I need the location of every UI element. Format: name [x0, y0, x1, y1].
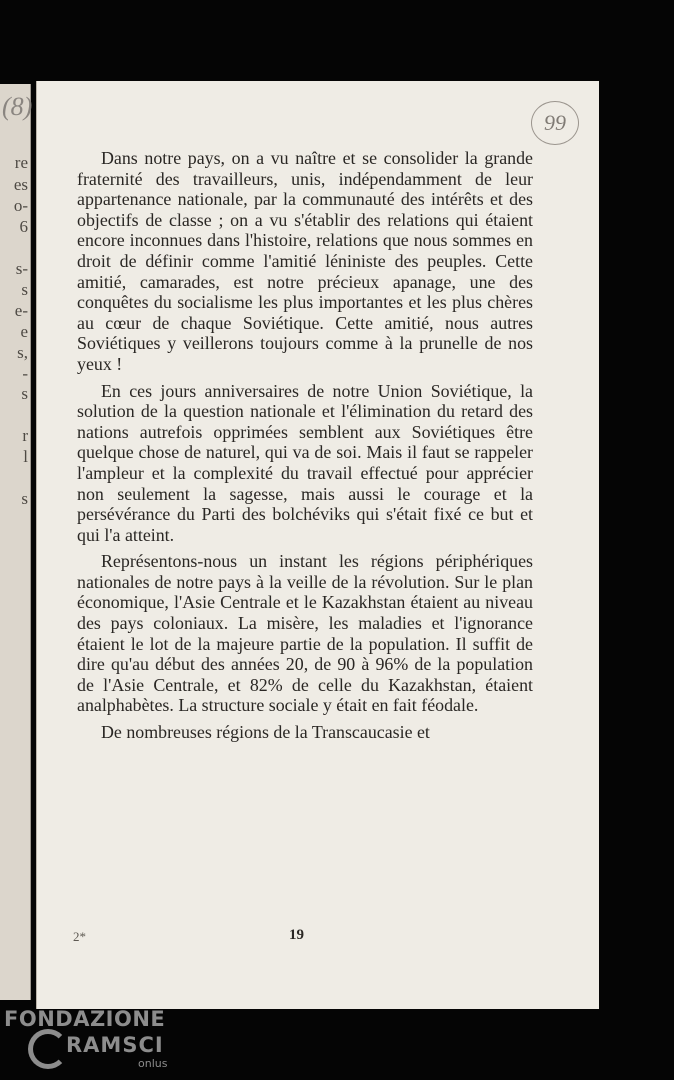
left-page-fragment: r [22, 426, 28, 445]
left-page-edge [0, 84, 31, 1000]
paragraph: Dans notre pays, on a vu naître et se consolider la grande fraternité des travailleurs, unis, indépendamment de leur appartenance nationale, par la communauté des intérêts et des objectifs de classe ; on a vu s'établir des relations qui étaient encore inconnues dans l'histoire, relations que nous sommes en droit de définir comme l'amitié léniniste des peuples. Cette amitié, camarades, est notre précieux apanage, une des conquêtes du socialisme les plus importantes et les plus chères au cœur de chaque Soviétique. Cette amitié, nous autres Soviétiques y veillerons toujours comme à la prunelle de nos yeux ! [77, 148, 533, 374]
left-page-fragment: s [21, 280, 28, 299]
left-page-number: (8) [2, 92, 33, 121]
paragraph: De nombreuses régions de la Transcaucasie et [101, 722, 430, 743]
left-page-fragment: s [21, 489, 28, 508]
paragraph: En ces jours anniversaires de notre Union Soviétique, la solution de la question nationale et l'élimination du retard des nations autrefois opprimées semblent aux Soviétiques être quelque chose de naturel, qui va de soi. Mais il faut se rappeler l'ampleur et la complexité du travail effectué pour apprécier non seulement la sagesse, mais aussi le courage et la persévérance du Parti des bolchéviks qui s'était fixé ce but et qui l'a atteint. [77, 380, 533, 545]
left-page-fragment: o- [13, 196, 28, 215]
left-page-fragment: s- [15, 259, 28, 278]
left-page-fragment: es [13, 175, 28, 194]
left-page-fragment: 6 [19, 217, 28, 236]
fondazione-gramsci-watermark [4, 1007, 174, 1077]
watermark-line1: FONDAZIONE [4, 1007, 166, 1031]
left-page-fragment: - [22, 364, 28, 383]
document-page [36, 81, 599, 1009]
signature-mark: 2* [73, 929, 86, 944]
watermark-line2: RAMSCI [66, 1033, 164, 1057]
left-page-fragment: e- [14, 301, 28, 320]
left-page-fragment: re [14, 153, 28, 172]
left-page-fragment: e [20, 322, 28, 341]
handwritten-page-number: 99 [531, 101, 579, 145]
paragraph: Représentons-nous un instant les régions périphériques nationales de notre pays à la veille de la révolution. Sur le plan économique, l'Asie Centrale et le Kazakhstan étaient au niveau des pays coloniaux. La misère, les maladies et l'ignorance étaient le lot de la majeure partie de la population. Il suffit de dire qu'au début des années 20, de 90 à 96% de la population de l'Asie Centrale, et 82% de celle du Kazakhstan, étaient analphabètes. La structure sociale y était en fait féodale. [77, 551, 533, 716]
watermark-suffix: onlus [138, 1057, 168, 1070]
left-page-fragment: l [23, 447, 28, 466]
page-number: 19 [289, 927, 304, 943]
body-text [77, 148, 533, 749]
watermark-g-logo-icon [28, 1029, 68, 1069]
left-page-fragment: s [21, 384, 28, 403]
left-page-fragment: s, [17, 343, 28, 362]
